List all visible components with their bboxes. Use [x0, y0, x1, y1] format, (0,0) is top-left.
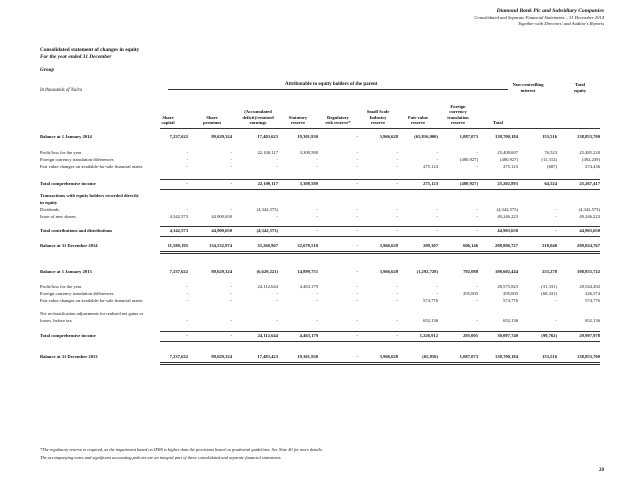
- row-value: (480,927): [460, 157, 478, 162]
- row-value: -: [436, 214, 438, 219]
- row-value: 3,966,628: [379, 269, 398, 274]
- row-value: -: [396, 298, 398, 303]
- row-value: 275,123: [503, 164, 518, 169]
- row-value: -: [276, 291, 278, 296]
- row-value: -: [186, 150, 188, 155]
- row-value: 574,776: [503, 298, 518, 303]
- total-rule: [160, 253, 600, 254]
- row-value: 652,136: [503, 318, 518, 323]
- row-value: 275,123: [423, 181, 438, 186]
- row-value: 153,516: [542, 354, 557, 359]
- row-value: 108,602,444: [495, 269, 518, 274]
- row-value: (65,816,000): [414, 134, 438, 139]
- row-value: -: [230, 181, 232, 186]
- row-value: -: [356, 181, 358, 186]
- total-rule: [160, 226, 600, 227]
- row-value: -: [316, 298, 318, 303]
- row-value: -: [230, 157, 232, 162]
- report-subtitle: Consolidated and Separate Financial Statements – 31 December 2014: [474, 15, 604, 20]
- company-name: Diamond Bank Plc and Subsidiary Companies: [496, 8, 604, 14]
- row-label: Total comprehensive income: [40, 333, 96, 338]
- column-header-line: Share: [162, 114, 174, 120]
- row-value: -: [396, 291, 398, 296]
- row-value: (4,342,573): [496, 207, 518, 212]
- row-value: -: [316, 164, 318, 169]
- row-value: -: [186, 207, 188, 212]
- row-value: -: [356, 157, 358, 162]
- column-header-line: translation: [447, 114, 469, 120]
- row-value: -: [476, 150, 478, 155]
- row-value: 652,136: [423, 318, 438, 323]
- row-value: -: [356, 243, 358, 248]
- row-value: -: [186, 157, 188, 162]
- row-value: (1,292,728): [416, 269, 438, 274]
- row-label: Total contributions and distributions: [40, 228, 113, 233]
- column-header-line: reserve: [450, 120, 466, 126]
- row-value: -: [555, 214, 557, 219]
- row-value: 138,853,700: [577, 134, 600, 139]
- table-row: [40, 200, 600, 207]
- row-value: 3,966,628: [379, 354, 398, 359]
- column-header-line: premium: [202, 120, 222, 126]
- row-value: -: [356, 164, 358, 169]
- table-row: [40, 333, 600, 340]
- row-label: Fair value changes on available-for-sale financial assets: [40, 164, 143, 169]
- row-value: 44,903,650: [579, 228, 600, 233]
- row-value: 28,544,492: [579, 284, 600, 289]
- row-value: 1,226,912: [419, 333, 438, 338]
- row-value: -: [356, 134, 358, 139]
- column-header-line: Share: [206, 114, 218, 120]
- header-rule: [160, 128, 600, 129]
- row-value: -: [230, 318, 232, 323]
- row-value: 30,097,740: [497, 333, 518, 338]
- column-header-line: Statutory: [288, 114, 308, 120]
- row-value: -: [396, 333, 398, 338]
- row-value: (687): [547, 164, 557, 169]
- row-value: (492,239): [582, 157, 600, 162]
- row-value: (4,342,573): [256, 228, 278, 233]
- row-label: Foreign currency translation differences: [40, 157, 114, 162]
- row-value: 76,523: [544, 150, 557, 155]
- row-value: (4,342,573): [256, 207, 278, 212]
- row-value: 64,524: [544, 181, 557, 186]
- row-value: -: [186, 298, 188, 303]
- te-h2: equity: [573, 87, 587, 93]
- table-row: [40, 134, 600, 141]
- row-value: -: [396, 284, 398, 289]
- column-header-line: earnings: [249, 120, 267, 126]
- row-value: 4,463,179: [299, 284, 318, 289]
- row-label: Foreign currency translation differences: [40, 291, 114, 296]
- row-value: 108,855,722: [577, 269, 600, 274]
- column-header-line: Small Scale: [366, 109, 390, 115]
- row-value: 17,403,623: [257, 134, 278, 139]
- row-value: 226,574: [585, 291, 600, 296]
- column-header-line: Foreign: [450, 103, 466, 109]
- table-row: [40, 298, 600, 305]
- table-row: [40, 150, 600, 157]
- row-value: -: [186, 164, 188, 169]
- row-value: 25,485,220: [579, 150, 600, 155]
- row-value: -: [476, 318, 478, 323]
- row-value: -: [316, 291, 318, 296]
- row-value: -: [230, 298, 232, 303]
- row-value: -: [356, 207, 358, 212]
- row-value: 24,112,644: [257, 333, 278, 338]
- row-value: -: [396, 164, 398, 169]
- row-value: -: [276, 164, 278, 169]
- row-value: 208,806,727: [495, 243, 518, 248]
- attributable-heading: Attributable to equity holders of the parent: [285, 82, 378, 87]
- row-value: -: [396, 181, 398, 186]
- row-value: 7,237,622: [169, 269, 188, 274]
- row-value: -: [436, 284, 438, 289]
- row-value: (31,331): [541, 284, 557, 289]
- column-header-line: reserve: [370, 120, 386, 126]
- row-value: -: [476, 228, 478, 233]
- row-value: -: [476, 284, 478, 289]
- row-value: (480,927): [500, 157, 518, 162]
- report-subtitle-2: Together with Directors' and Auditor's Reports: [517, 21, 604, 26]
- row-value: 22,670,510: [297, 243, 318, 248]
- table-row: [40, 214, 600, 221]
- row-value: 17,483,423: [257, 354, 278, 359]
- row-value: 7,237,622: [169, 134, 188, 139]
- row-value: -: [230, 291, 232, 296]
- row-value: 1,087,073: [459, 134, 478, 139]
- row-value: -: [436, 291, 438, 296]
- column-header-line: Fair value: [408, 114, 428, 120]
- row-value: -: [276, 318, 278, 323]
- row-label: Total comprehensive income: [40, 181, 96, 186]
- row-value: 35,260,967: [257, 243, 278, 248]
- table-row: [40, 193, 600, 200]
- row-value: 574,776: [423, 298, 438, 303]
- row-value: -: [356, 214, 358, 219]
- row-label: Balance at 31 December 2014: [40, 243, 98, 248]
- row-value: -: [276, 298, 278, 303]
- row-value: 275,123: [423, 164, 438, 169]
- row-value: 89,629,324: [211, 269, 232, 274]
- total-rule: [160, 364, 600, 365]
- row-value: -: [316, 207, 318, 212]
- row-value: 14,899,751: [297, 269, 318, 274]
- row-value: 44,900,650: [211, 228, 232, 233]
- column-header-line: reserve: [410, 120, 426, 126]
- row-value: -: [230, 164, 232, 169]
- row-value: -: [396, 318, 398, 323]
- row-label: Issue of new shares: [40, 214, 76, 219]
- row-label: Balance at 1 January 2013: [40, 269, 92, 274]
- row-value: (4,342,573): [578, 207, 600, 212]
- row-value: (11,312): [541, 157, 557, 162]
- row-value: -: [555, 298, 557, 303]
- row-value: 652,136: [585, 318, 600, 323]
- row-value: 1,087,073: [459, 354, 478, 359]
- row-label: Balance at 31 December 2013: [40, 354, 98, 359]
- table-row: [40, 164, 600, 171]
- column-header: [474, 120, 522, 126]
- total-rule: [160, 251, 600, 252]
- te-h1: Total: [574, 82, 586, 87]
- total-rule: [160, 341, 600, 342]
- row-value: 4,342,573: [169, 228, 188, 233]
- row-value: -: [186, 181, 188, 186]
- row-value: -: [230, 207, 232, 212]
- row-value: -: [436, 228, 438, 233]
- row-value: 253,278: [542, 269, 557, 274]
- row-value: 138,700,184: [495, 354, 518, 359]
- table-row: [40, 269, 600, 276]
- row-label: Profit/loss for the year: [40, 150, 82, 155]
- table-row: [40, 157, 600, 164]
- column-header-line: deficit)/retained: [242, 114, 274, 120]
- column-header-line: Industry: [369, 114, 387, 120]
- row-value: -: [356, 318, 358, 323]
- row-value: 209,024,767: [577, 243, 600, 248]
- column-header: [188, 115, 236, 126]
- row-value: -: [276, 214, 278, 219]
- attrib-underline: [168, 89, 508, 90]
- row-label: Fair value changes on available-for-sale financial assets: [40, 298, 143, 303]
- row-value: 274,436: [585, 164, 600, 169]
- row-value: -: [476, 298, 478, 303]
- row-value: -: [316, 214, 318, 219]
- row-value: 4,342,573: [169, 214, 188, 219]
- row-value: -: [230, 284, 232, 289]
- row-value: 792,088: [463, 269, 478, 274]
- column-header-line: Regulatory: [327, 114, 349, 120]
- row-value: 19,301,930: [297, 134, 318, 139]
- statement-period: For the year ended 31 December: [40, 54, 112, 60]
- row-value: -: [396, 150, 398, 155]
- row-value: (480,927): [460, 181, 478, 186]
- row-value: -: [356, 333, 358, 338]
- row-value: -: [186, 284, 188, 289]
- row-value: 25,408,697: [497, 150, 518, 155]
- row-value: -: [356, 284, 358, 289]
- column-header-line: Total: [492, 120, 504, 126]
- row-value: -: [316, 228, 318, 233]
- row-value: 295,005: [463, 291, 478, 296]
- row-value: -: [436, 157, 438, 162]
- row-value: 11,580,195: [167, 243, 188, 248]
- total-rule: [160, 331, 600, 332]
- row-value: 138,700,184: [495, 134, 518, 139]
- row-value: -: [356, 150, 358, 155]
- row-value: 574,776: [585, 298, 600, 303]
- row-value: (6,629,221): [256, 269, 278, 274]
- table-row: [40, 291, 600, 298]
- row-value: -: [186, 291, 188, 296]
- total-rule: [160, 179, 600, 180]
- total-equity-header: [560, 82, 600, 93]
- row-value: -: [396, 157, 398, 162]
- table-row: [40, 243, 600, 250]
- noncontrolling-header: [503, 82, 553, 93]
- row-value: -: [555, 228, 557, 233]
- table-row: [40, 284, 600, 291]
- column-header-line: capital: [161, 120, 175, 126]
- row-value: 89,629,324: [211, 354, 232, 359]
- group-label: Group: [40, 67, 55, 73]
- row-value: 7,237,622: [169, 354, 188, 359]
- row-label: Transactions with equity holders recorded directly: [40, 193, 139, 198]
- row-label: Dividends: [40, 207, 59, 212]
- table-row: [40, 228, 600, 235]
- nci-h2: interest: [520, 87, 536, 93]
- row-value: (99,762): [541, 333, 557, 338]
- row-value: -: [356, 291, 358, 296]
- row-value: 134,532,974: [209, 243, 232, 248]
- row-value: -: [230, 333, 232, 338]
- row-value: -: [555, 318, 557, 323]
- row-value: 3,966,628: [379, 243, 398, 248]
- column-header-line: (Accumulated: [244, 109, 272, 115]
- footnote-accompanying: The accompanying notes and significant accounting policies are an integral part of these consolidated and separate financial statements.: [40, 455, 282, 460]
- row-value: -: [356, 228, 358, 233]
- row-value: 44,903,650: [497, 228, 518, 233]
- row-value: 25,202,893: [497, 181, 518, 186]
- footnote-regulatory: *The regulatory reserve is required, as the impairment based on IFRS is higher than the provisions based on prudential guidelines. See Note 40 for more details.: [40, 447, 323, 452]
- row-label: Balance at 1 January 2014: [40, 134, 92, 139]
- column-header-line: reserve: [290, 120, 306, 126]
- row-value: 138,853,700: [577, 354, 600, 359]
- row-value: -: [476, 164, 478, 169]
- row-value: 153,516: [542, 134, 557, 139]
- row-value: (65,816): [422, 354, 438, 359]
- row-value: 218,040: [542, 243, 557, 248]
- table-row: [40, 181, 600, 188]
- total-rule: [160, 236, 600, 237]
- row-value: 19,361,930: [297, 354, 318, 359]
- row-value: -: [186, 318, 188, 323]
- row-value: -: [356, 269, 358, 274]
- column-header: [144, 115, 192, 126]
- column-header-line: risk reserve*: [325, 120, 351, 126]
- row-value: (68,431): [541, 291, 557, 296]
- table-row: [40, 318, 600, 325]
- row-value: 295,005: [503, 291, 518, 296]
- column-header-line: currency: [449, 109, 467, 115]
- row-value: -: [476, 214, 478, 219]
- row-value: -: [356, 298, 358, 303]
- row-value: -: [356, 354, 358, 359]
- row-label: Net reclassification adjustments for realised net gains or: [40, 311, 144, 316]
- total-rule: [160, 189, 600, 190]
- row-value: -: [396, 214, 398, 219]
- row-value: 24,112,644: [257, 284, 278, 289]
- row-value: 209,307: [423, 243, 438, 248]
- row-value: 25,267,417: [579, 181, 600, 186]
- row-value: 49,246,223: [497, 214, 518, 219]
- row-value: 44,900,650: [211, 214, 232, 219]
- table-row: [40, 207, 600, 214]
- row-value: 606,146: [463, 243, 478, 248]
- row-value: 4,463,179: [299, 333, 318, 338]
- row-value: -: [316, 157, 318, 162]
- row-value: 295,005: [463, 333, 478, 338]
- row-value: -: [436, 150, 438, 155]
- row-value: -: [396, 207, 398, 212]
- row-value: 29,997,978: [579, 333, 600, 338]
- row-value: 22,100,117: [257, 150, 278, 155]
- table-row: [40, 311, 600, 318]
- row-value: 22,100,117: [257, 181, 278, 186]
- row-value: 28,575,823: [497, 284, 518, 289]
- row-label: in equity: [40, 200, 58, 205]
- units-label: In thousands of Naira: [40, 88, 82, 93]
- row-value: 89,629,324: [211, 134, 232, 139]
- row-value: -: [230, 150, 232, 155]
- row-value: -: [436, 207, 438, 212]
- row-value: -: [396, 228, 398, 233]
- row-value: -: [476, 207, 478, 212]
- page-number: 20: [599, 468, 604, 473]
- row-value: -: [186, 333, 188, 338]
- table-row: [40, 354, 600, 361]
- row-value: -: [555, 207, 557, 212]
- statement-title: Consolidated statement of changes in equity: [40, 47, 140, 53]
- row-value: -: [276, 157, 278, 162]
- row-value: 49,246,223: [579, 214, 600, 219]
- row-label: losses, before tax: [40, 318, 72, 323]
- row-label: Profit/loss for the year: [40, 284, 82, 289]
- row-value: 3,308,580: [299, 150, 318, 155]
- total-rule: [160, 362, 600, 363]
- row-value: 3,308,580: [299, 181, 318, 186]
- row-value: -: [316, 318, 318, 323]
- nci-h1: Non-controlling: [512, 82, 544, 87]
- row-value: 3,966,628: [379, 134, 398, 139]
